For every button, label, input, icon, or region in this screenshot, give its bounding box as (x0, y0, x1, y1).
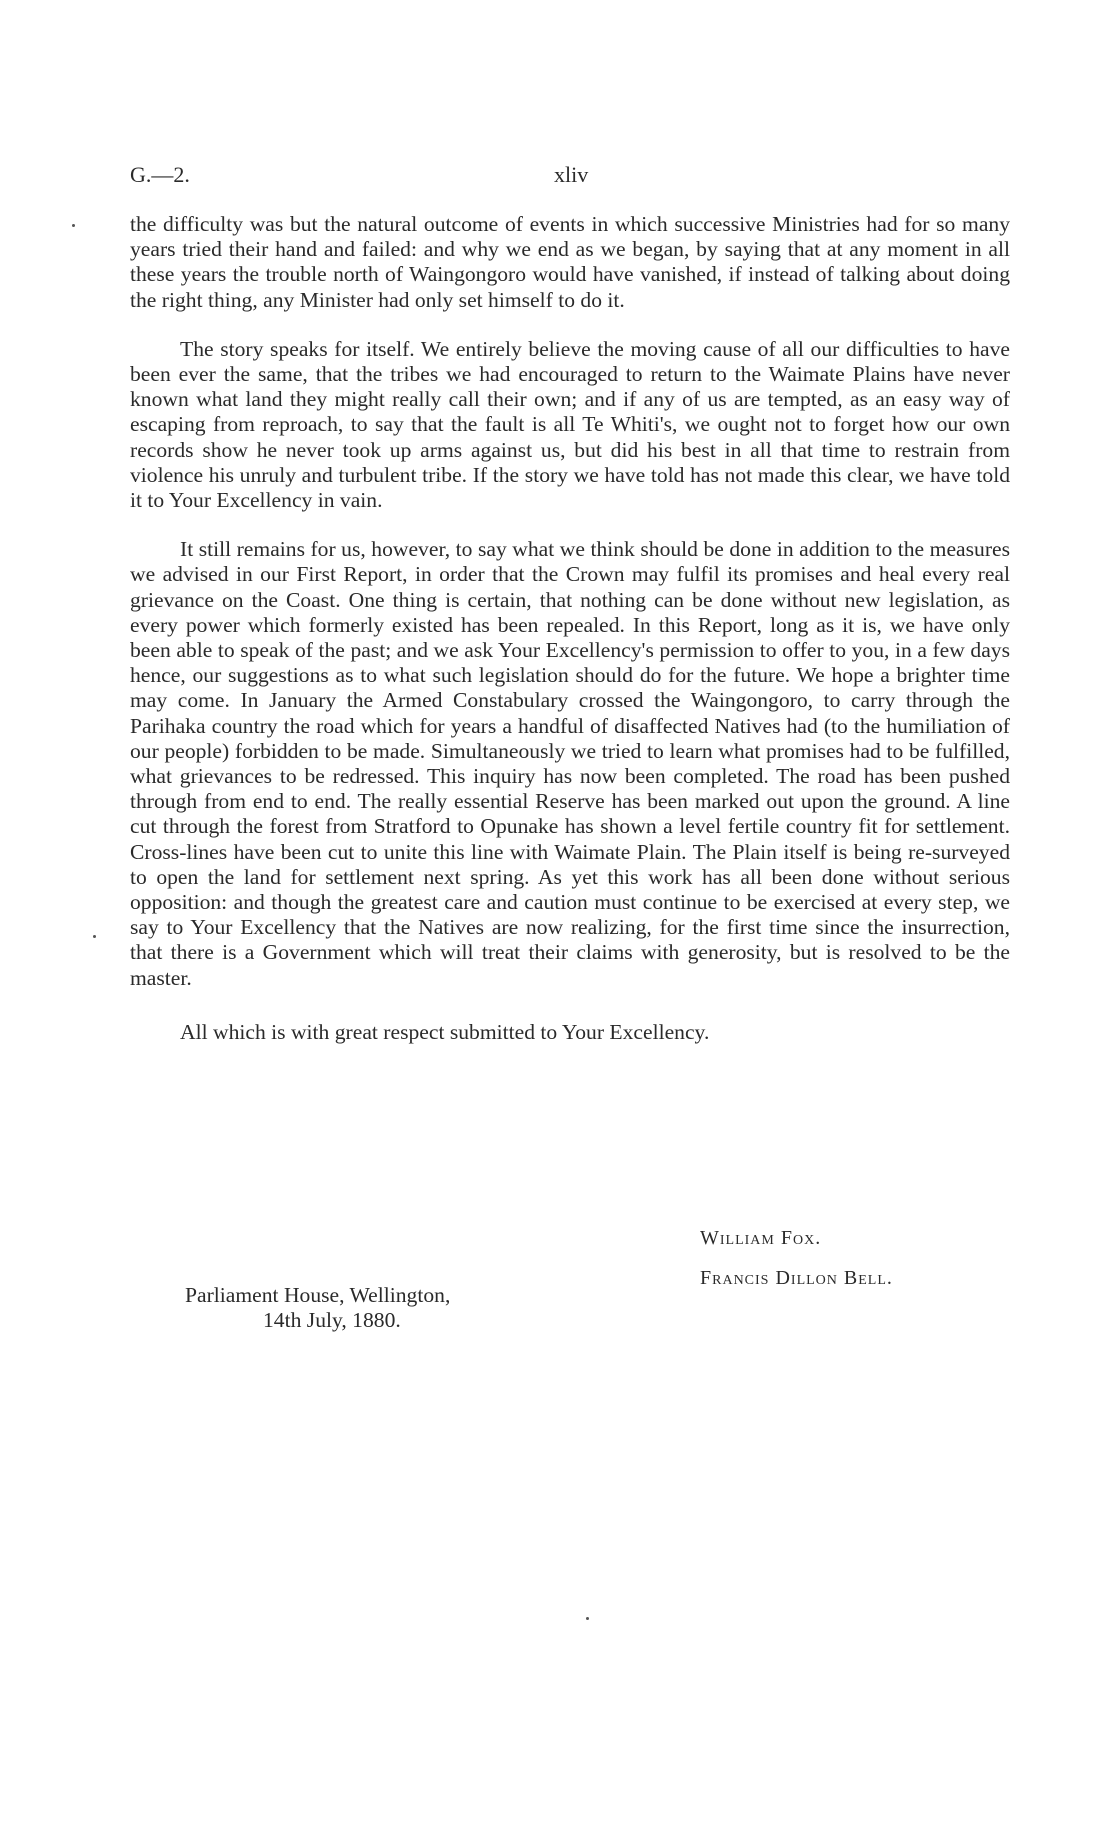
place-and-date (185, 1283, 450, 1333)
closing-line: All which is with great respect submitted to Your Excellency. (180, 1019, 710, 1044)
report-body (130, 212, 1010, 1045)
paragraph-continued: the difficulty was but the natural outcome of events in which successive Ministries had for so many years tried their hand and failed: and why we end as we began, by saying that at any moment in all these years the trouble north of Waingongoro would have vanished, if instead of talking about doing the right thing, any Minister had only set himself to do it. (130, 212, 1010, 312)
page-header (130, 162, 1010, 192)
signature-william-fox: William Fox. (700, 1227, 822, 1249)
scan-speck (93, 935, 96, 938)
page-number: xliv (554, 162, 589, 187)
document-reference: G.—2. (130, 162, 190, 187)
signature-francis-dillon-bell: Francis Dillon Bell. (700, 1267, 893, 1289)
place-line: Parliament House, Wellington, (185, 1283, 451, 1307)
scan-speck (586, 1617, 589, 1620)
paragraph-recommendations: It still remains for us, however, to say what we think should be done in addition to the measures we advised in our First Report, in order that the Crown may fulfil its promises and heal every real grievance on the Coast. One thing is certain, that nothing can be done without new legislation, as every power which formerly existed has been repealed. In this Report, long as it is, we have only been able to speak of the past; and we ask Your Excellency's permission to offer to you, in a few days hence, our suggestions as to what such legislation should do for the future. We hope a brighter time may come. In January the Armed Constabulary crossed the Waingongoro, to carry through the Parihaka country the road which for years a handful of disaffected Natives had (to the humiliation of our people) forbidden to be made. Simultaneously we tried to learn what promises had to be fulfilled, what grievances to be redressed. This inquiry has now been completed. The road has been pushed through from end to end. The really essential Reserve has been marked out upon the ground. A line cut through the forest from Stratford to Opunake has shown a level fertile country fit for settlement. Cross-lines have been cut to unite this line with Waimate Plain. The Plain itself is being re-surveyed to open the land for settlement next spring. As yet this work has all been done without serious opposition: and though the greatest care and caution must continue to be exercised at every step, we say to Your Excellency that the Natives are now realizing, for the first time since the insurrection, that there is a Government which will treat their claims with generosity, but is resolved to be the master. (130, 537, 1010, 990)
paragraph-story: The story speaks for itself. We entirely believe the moving cause of all our difficulties to have been ever the same, that the tribes we had encouraged to return to the Waimate Plains have never known what land they might really call their own; and if any of us are tempted, as an easy way of escaping from reproach, to say that the fault is all Te Whiti's, we ought not to forget how our own records show he never took up arms against us, but did his best in all that time to restrain from violence his unruly and turbulent tribe. If the story we have told has not made this clear, we have told it to Your Excellency in vain. (130, 336, 1010, 513)
date-line: 14th July, 1880. (263, 1308, 401, 1332)
signature-block (700, 1218, 893, 1298)
scan-speck (72, 224, 75, 227)
